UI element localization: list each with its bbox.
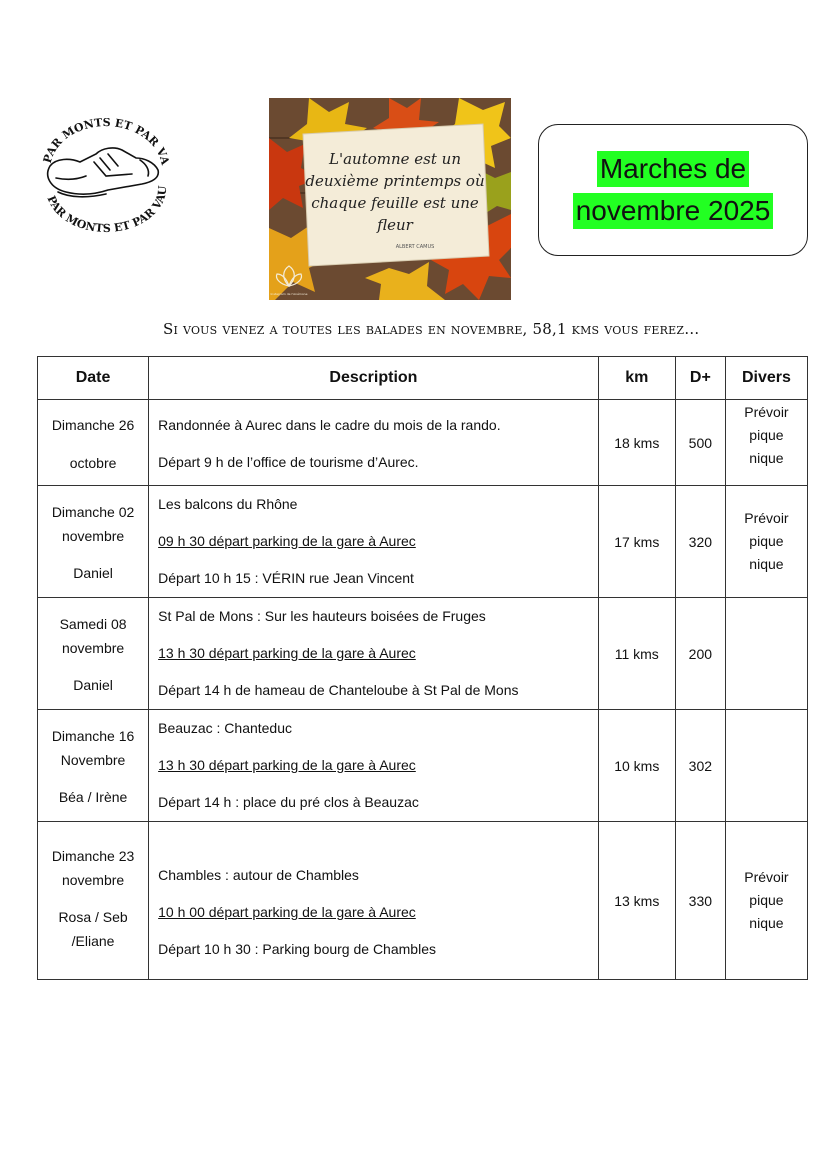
table-row (38, 598, 808, 710)
date-line: Rosa / Seb (58, 909, 128, 925)
boot-logo-icon (36, 118, 176, 234)
divers-cell (725, 710, 807, 822)
club-logo (36, 118, 176, 234)
dplus-cell: 330 (675, 822, 725, 980)
divers-cell (725, 486, 807, 598)
quote-author: ALBERT CAMUS (395, 244, 435, 250)
date-line: Novembre (60, 752, 126, 768)
quote-line-1: L'automne est un (329, 150, 461, 168)
date-line: /Eliane (71, 933, 115, 949)
table-row (38, 822, 808, 980)
description-line: Départ 14 h : place du pré clos à Beauzac (158, 793, 419, 810)
date-line: novembre (61, 528, 125, 544)
divers-line: Prévoir (744, 404, 789, 420)
date-cell (38, 400, 149, 486)
description-line: Randonnée à Aurec dans le cadre du mois de la rando. (158, 417, 501, 433)
svg-text:PAR MONTS ET PAR VAUX: PAR MONTS ET PAR VAU (44, 185, 170, 234)
divers-line: nique (749, 915, 784, 931)
description-line: Départ 10 h 15 : VÉRIN rue Jean Vincent (158, 569, 414, 586)
meeting-point-line: 10 h 00 départ parking de la gare à Aurec (158, 903, 416, 920)
date-cell (38, 486, 149, 598)
dplus-cell: 302 (675, 710, 725, 822)
date-line: Samedi 08 (59, 616, 127, 632)
km-cell: 11 kms (598, 598, 675, 710)
subtitle: Si vous venez a toutes les balades en novembre, 58,1 kms vous ferez… (163, 320, 700, 338)
date-cell (38, 598, 149, 710)
table-row (38, 710, 808, 822)
quote-line-4: fleur (377, 216, 413, 234)
divers-cell (725, 400, 807, 486)
divers-line: Prévoir (744, 869, 789, 885)
header-km: km (598, 357, 675, 400)
date-line: Daniel (73, 677, 113, 693)
divers-line: nique (749, 450, 784, 466)
description-line: Départ 14 h de hameau de Chanteloube à St Pal de Mons (158, 681, 519, 698)
divers-cell (725, 598, 807, 710)
walks-table (37, 356, 808, 980)
description-cell (149, 710, 599, 822)
description-line: Chambles : autour de Chambles (158, 866, 359, 883)
title-line-1: Marches de (597, 151, 749, 187)
dplus-cell: 320 (675, 486, 725, 598)
divers-line: nique (749, 556, 784, 572)
km-cell: 18 kms (598, 400, 675, 486)
date-line: novembre (61, 640, 125, 656)
date-line: Dimanche 26 (51, 416, 135, 433)
date-line: novembre (61, 872, 125, 888)
autumn-quote-image (269, 98, 511, 300)
image-brand: Instagram de l'Anémone (270, 292, 308, 296)
date-line: Dimanche 16 (51, 728, 135, 744)
date-line: Daniel (73, 565, 113, 581)
description-line: Départ 10 h 30 : Parking bourg de Chambles (158, 940, 436, 957)
km-cell: 10 kms (598, 710, 675, 822)
table-row (38, 400, 808, 486)
description-cell (149, 598, 599, 710)
divers-line: pique (749, 427, 784, 443)
divers-line: pique (749, 892, 784, 908)
table-header-row (38, 357, 808, 400)
dplus-cell: 500 (675, 400, 725, 486)
date-cell (38, 822, 149, 980)
km-cell: 17 kms (598, 486, 675, 598)
meeting-point-line: 09 h 30 départ parking de la gare à Aurec (158, 532, 416, 549)
description-cell (149, 400, 599, 486)
date-line: octobre (69, 454, 117, 471)
header-description: Description (149, 357, 599, 400)
header-dplus: D+ (675, 357, 725, 400)
meeting-point-line: 13 h 30 départ parking de la gare à Aurec (158, 644, 416, 661)
dplus-cell: 200 (675, 598, 725, 710)
date-line: Dimanche 02 (51, 504, 135, 520)
description-line: Les balcons du Rhône (158, 495, 298, 512)
description-cell (149, 486, 599, 598)
description-line: St Pal de Mons : Sur les hauteurs boisées de Fruges (158, 607, 486, 624)
title-line-2: novembre 2025 (573, 193, 774, 229)
quote-line-3: chaque feuille est une (311, 194, 479, 212)
description-cell (149, 822, 599, 980)
quote-line-2: deuxième printemps où (305, 172, 485, 190)
header-divers: Divers (725, 357, 807, 400)
date-line: Dimanche 23 (51, 848, 135, 864)
divers-line: pique (749, 533, 784, 549)
km-cell: 13 kms (598, 822, 675, 980)
meeting-point-line: 13 h 30 départ parking de la gare à Aurec (158, 756, 416, 773)
divers-line: Prévoir (744, 510, 789, 526)
header-date: Date (38, 357, 149, 400)
divers-cell (725, 822, 807, 980)
date-line: Béa / Irène (58, 789, 128, 805)
svg-text:PAR MONTS ET PAR VAUX: PAR MONTS ET PAR VA (40, 118, 172, 167)
title-box (538, 124, 808, 256)
table-row (38, 486, 808, 598)
description-line: Départ 9 h de l’office de tourisme d’Aurec. (158, 454, 419, 470)
date-cell (38, 710, 149, 822)
description-line: Beauzac : Chanteduc (158, 719, 293, 736)
